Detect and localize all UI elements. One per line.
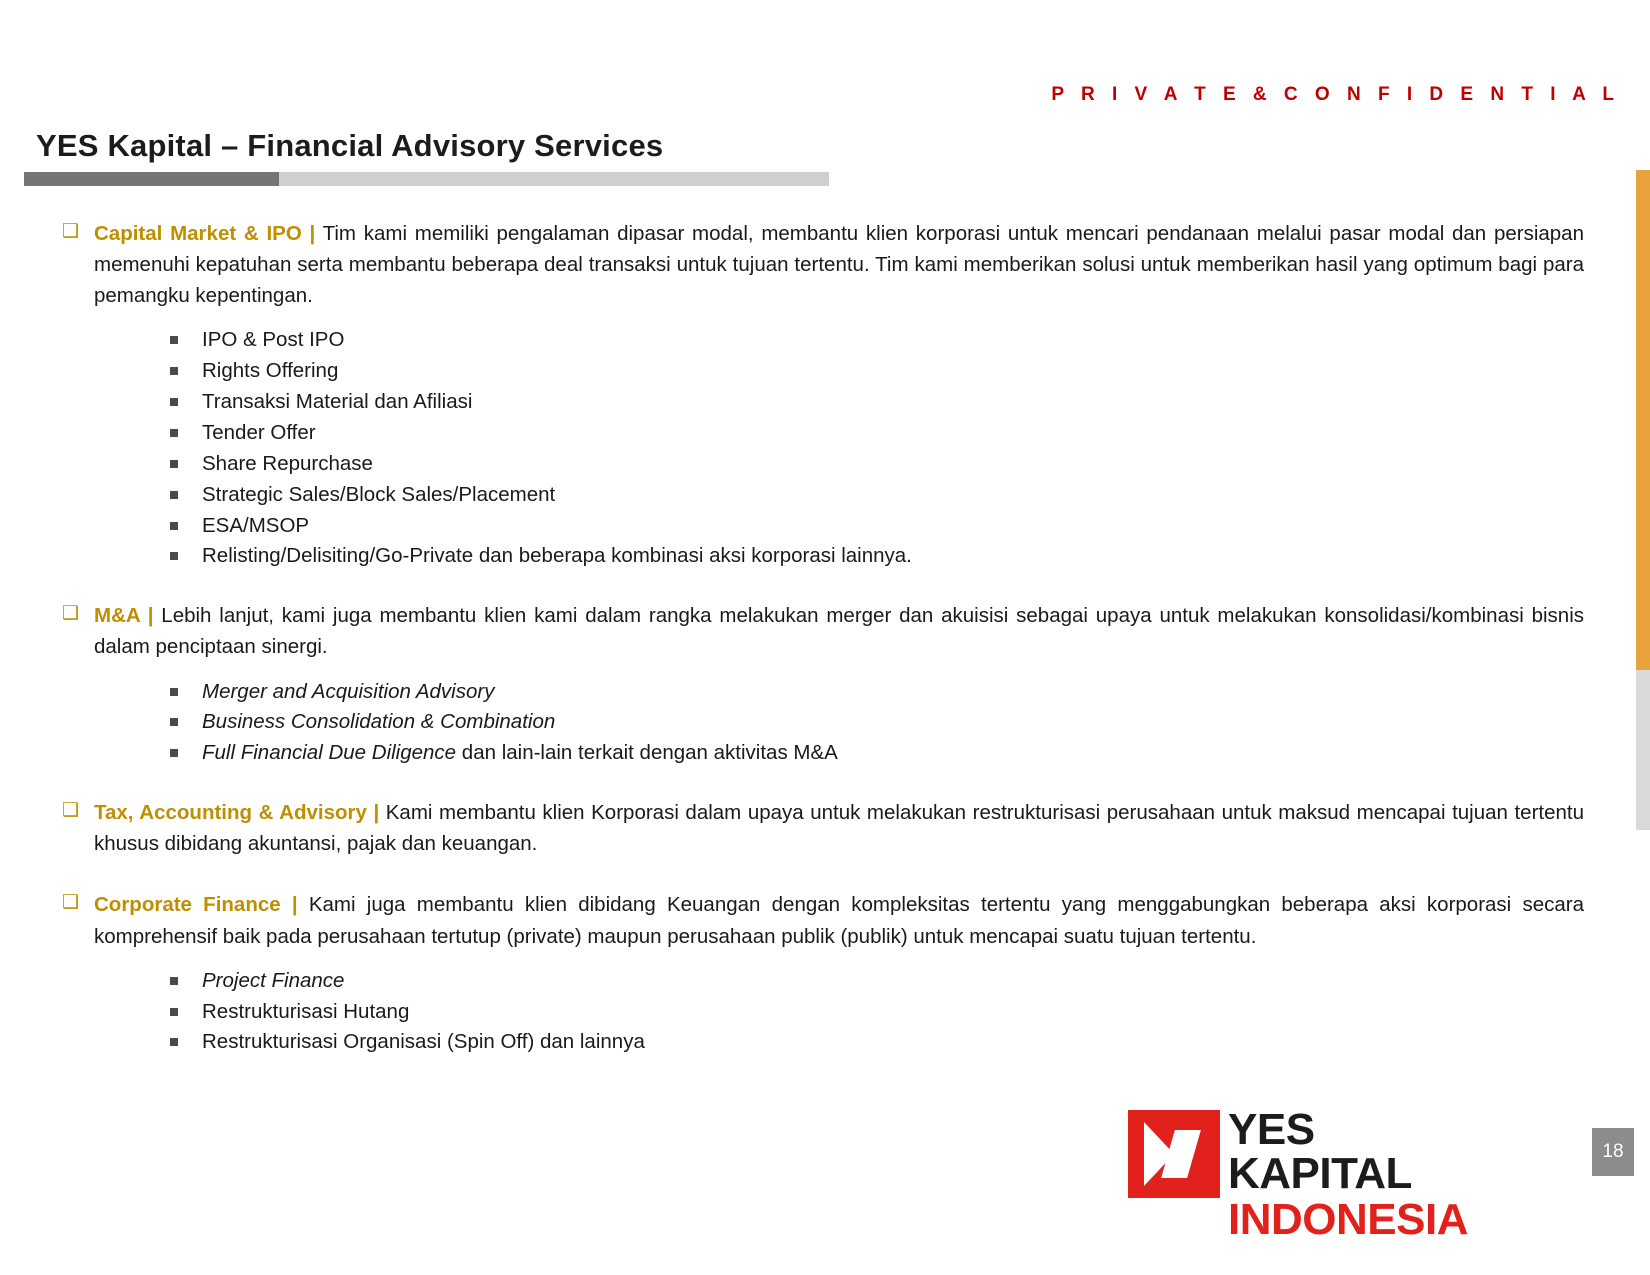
slide-body [62, 218, 1584, 1074]
list-item [202, 999, 1584, 1026]
checkbox-bullet-icon: ❑ [62, 800, 80, 822]
right-edge-secondary-bar [1636, 670, 1650, 830]
section-paragraph [62, 600, 1584, 662]
section-body-text: Lebih lanjut, kami juga membantu klien kami dalam rangka melakukan merger dan akuisisi sebagai upaya untuk melakukan konsolidasi/kombinasi bisnis dalam penciptaan sinergi. [94, 604, 1585, 659]
divider-light-segment [279, 172, 829, 186]
section-body-text: Tim kami memiliki pengalaman dipasar modal, membantu klien korporasi untuk mencari pendanaan melalui pasar modal dan persiapan memenuhi kepatuhan serta membantu beberapa deal transaksi untuk tujuan tertentu. Tim kami memberikan solusi untuk memberikan hasil yang optimum bagi para pemangku kepentingan. [94, 222, 1584, 308]
section-mna [62, 600, 1584, 767]
square-bullet-icon [170, 552, 178, 560]
list-item-label: Tender Offer [202, 421, 316, 444]
list-item [202, 451, 1584, 478]
section-corporate-finance [62, 889, 1584, 1056]
list-item-label: Rights Offering [202, 359, 339, 383]
logo-line-bottom: INDONESIA [1228, 1195, 1468, 1244]
section-tax-accounting-advisory [62, 797, 1584, 859]
section-body-text: Kami juga membantu klien dibidang Keuangan dengan kompleksitas tertentu yang menggabungkan beberapa aksi korporasi secara komprehensif baik pada perusahaan tertutup (private) maupun perusahaan publik (publik) untuk mencapai suatu tujuan tertentu. [94, 893, 1584, 948]
list-item [202, 389, 1584, 416]
list-item [202, 679, 1584, 706]
square-bullet-icon [170, 429, 178, 437]
section-lead-label: M&A | [94, 604, 154, 628]
section-sublist [62, 679, 1584, 768]
square-bullet-icon [170, 367, 178, 375]
list-item-label: Business Consolidation & Combination [202, 710, 556, 734]
section-lead-label: Capital Market & IPO | [94, 222, 316, 245]
list-item [202, 543, 1584, 570]
square-bullet-icon [170, 718, 178, 726]
spacer [62, 588, 1584, 600]
square-bullet-icon [170, 398, 178, 406]
square-bullet-icon [170, 688, 178, 696]
list-item-label: IPO & Post IPO [202, 328, 345, 352]
square-bullet-icon [170, 1038, 178, 1046]
list-item [202, 709, 1584, 736]
spacer [62, 785, 1584, 797]
list-item [202, 420, 1584, 447]
square-bullet-icon [170, 460, 178, 468]
logo-mark-icon [1128, 1110, 1220, 1198]
list-item [202, 482, 1584, 509]
section-sublist [62, 968, 1584, 1057]
square-bullet-icon [170, 491, 178, 499]
company-logo [1128, 1105, 1478, 1244]
list-item [202, 740, 1584, 767]
list-item-label: Transaksi Material dan Afiliasi [202, 390, 473, 414]
checkbox-bullet-icon: ❑ [62, 221, 80, 242]
list-item [202, 968, 1584, 995]
section-lead-label: Tax, Accounting & Advisory | [94, 801, 380, 825]
list-item-label-rest: dan lain-lain terkait dengan aktivitas M&A [456, 741, 838, 765]
square-bullet-icon [170, 522, 178, 530]
list-item-label: Merger and Acquisition Advisory [202, 679, 495, 703]
list-item-label: Strategic Sales/Block Sales/Placement [202, 482, 556, 506]
list-item [202, 327, 1584, 354]
confidential-banner: P R I V A T E & C O N F I D E N T I A L [1051, 84, 1620, 105]
right-edge-accent-bar [1636, 170, 1650, 670]
spacer [62, 877, 1584, 889]
section-paragraph [62, 218, 1584, 311]
square-bullet-icon [170, 336, 178, 344]
list-item-label: Share Repurchase [202, 451, 373, 475]
square-bullet-icon [170, 977, 178, 985]
list-item-label-emphasis: Full Financial Due Diligence [202, 741, 457, 765]
page-title: YES Kapital – Financial Advisory Services [36, 128, 664, 163]
list-item-label: Project Finance [202, 968, 345, 992]
page-number-badge: 18 [1592, 1128, 1634, 1176]
section-paragraph [62, 889, 1584, 951]
section-paragraph [62, 797, 1584, 859]
section-sublist [62, 327, 1584, 570]
logo-line-top: YES KAPITAL [1228, 1105, 1412, 1198]
section-body-text: Kami membantu klien Korporasi dalam upaya untuk melakukan restrukturisasi perusahaan untuk maksud mencapai tujuan tertentu khusus dibidang akuntansi, pajak dan keuangan. [94, 801, 1584, 856]
list-item-label: ESA/MSOP [202, 513, 310, 537]
section-lead-label: Corporate Finance | [94, 893, 298, 917]
title-divider [24, 172, 829, 186]
checkbox-bullet-icon: ❑ [62, 892, 80, 914]
square-bullet-icon [170, 749, 178, 757]
square-bullet-icon [170, 1008, 178, 1016]
list-item-label: Restrukturisasi Hutang [202, 999, 410, 1023]
list-item-label: Restrukturisasi Organisasi (Spin Off) dan lainnya [202, 1030, 645, 1054]
list-item [202, 513, 1584, 540]
section-capital-market-ipo [62, 218, 1584, 570]
divider-dark-segment [24, 172, 279, 186]
list-item [202, 358, 1584, 385]
checkbox-bullet-icon: ❑ [62, 603, 80, 625]
list-item-label: Relisting/Delisiting/Go-Private dan beberapa kombinasi aksi korporasi lainnya. [202, 544, 912, 568]
list-item [202, 1029, 1584, 1056]
logo-wordmark [1228, 1105, 1478, 1244]
